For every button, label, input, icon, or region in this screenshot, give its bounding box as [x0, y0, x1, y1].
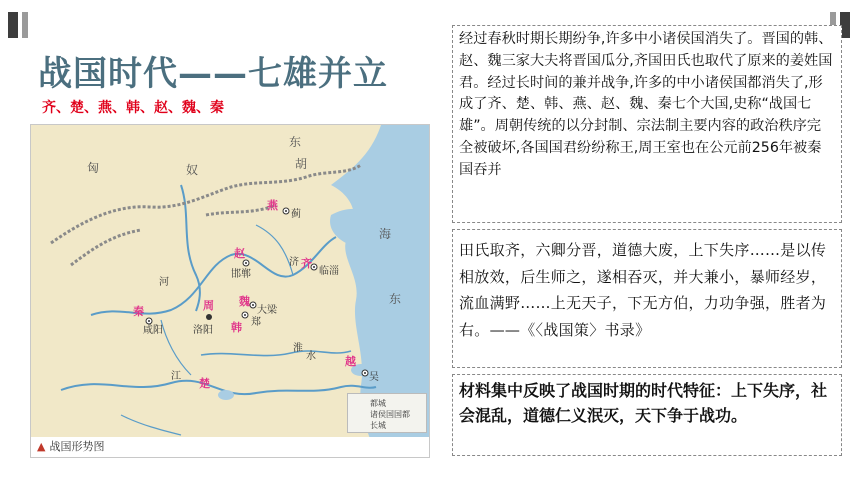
map-label-luoyang: 洛阳: [193, 325, 213, 336]
page-title: 战国时代——七雄并立: [38, 54, 388, 94]
map-label-han: 韩: [231, 321, 242, 334]
corner-decoration-left: [8, 12, 38, 38]
map-label-donghu-2: 胡: [295, 157, 308, 171]
conclusion-box: [452, 374, 842, 456]
map-label-xiongnu-2: 奴: [186, 163, 199, 177]
map-label-xianyang: 咸阳: [143, 325, 163, 336]
map-label-yue: 越: [345, 355, 356, 368]
map-label-hai: 海: [379, 227, 392, 241]
map-label-zheng: 郑: [251, 317, 261, 328]
map-label-huai: 淮: [293, 343, 303, 354]
legend-capital: 都城: [370, 399, 386, 408]
map-label-qin: 秦: [133, 305, 144, 318]
map-caption: [31, 437, 429, 457]
map-label-jiang: 江: [171, 371, 181, 382]
quote-text: 田氏取齐，六卿分晋，道德大废，上下失序……是以传相放效，后生师之，遂相吞灭，并大兼小，暴师经岁，流血满野……上无天子，下无方伯，力功争强，胜者为右。——《〈战国策〉书录》: [459, 241, 827, 339]
map-label-handan: 邯郸: [231, 269, 251, 280]
map-label-donghu-1: 东: [289, 135, 302, 149]
map-label-wei: 魏: [239, 295, 250, 308]
map-label-shui: 水: [306, 351, 316, 362]
map-label-chu: 楚: [199, 377, 210, 390]
map-label-he: 河: [159, 277, 169, 288]
map-label-wu: 吴: [369, 372, 379, 383]
map-label-dong: 东: [389, 292, 402, 306]
map-legend: [347, 393, 427, 433]
map-label-linzi: 临淄: [319, 266, 339, 277]
passage-text: 经过春秋时期长期纷争,许多中小诸侯国消失了。晋国的韩、赵、魏三家大夫将晋国瓜分,齐国田氏也取代了原来的姜姓国君。经过长时间的兼并战争,许多的中小诸侯国都消失了,形成了齐、楚、韩、燕、赵、魏、秦七个大国,史称“战国七雄”。周朝传统的以分封制、宗法制主要内容的政治秩序完全被破坏,各国国君纷纷称王,周王室也在公元前256年被秦国吞并: [459, 31, 833, 178]
map-label-ji: 蓟: [291, 209, 301, 220]
map-label-zhou: 周: [203, 299, 214, 312]
map-caption-text: 战国形势图: [49, 440, 105, 453]
map-label-yan: 燕: [267, 199, 278, 212]
passage-box: [452, 25, 842, 223]
map-label-xiongnu-1: 匈: [87, 161, 100, 175]
caption-triangle-icon: ▲: [37, 440, 46, 453]
subtitle-seven-states: 齐、楚、燕、韩、赵、魏、秦: [42, 100, 224, 116]
map-label-daliang: 大梁: [257, 305, 277, 316]
conclusion-text: 材料集中反映了战国时期的时代特征：上下失序，社会混乱，道德仁义泯灭，天下争于战功。: [459, 381, 828, 425]
map-label-ji-river: 济: [289, 257, 299, 268]
legend-vassal-capital: 诸侯国国都: [370, 410, 410, 419]
warring-states-map: [30, 124, 430, 458]
map-label-qi: 齐: [301, 257, 312, 270]
quote-box: [452, 229, 842, 368]
map-label-zhao: 赵: [234, 247, 245, 260]
legend-great-wall: 长城: [370, 421, 386, 430]
